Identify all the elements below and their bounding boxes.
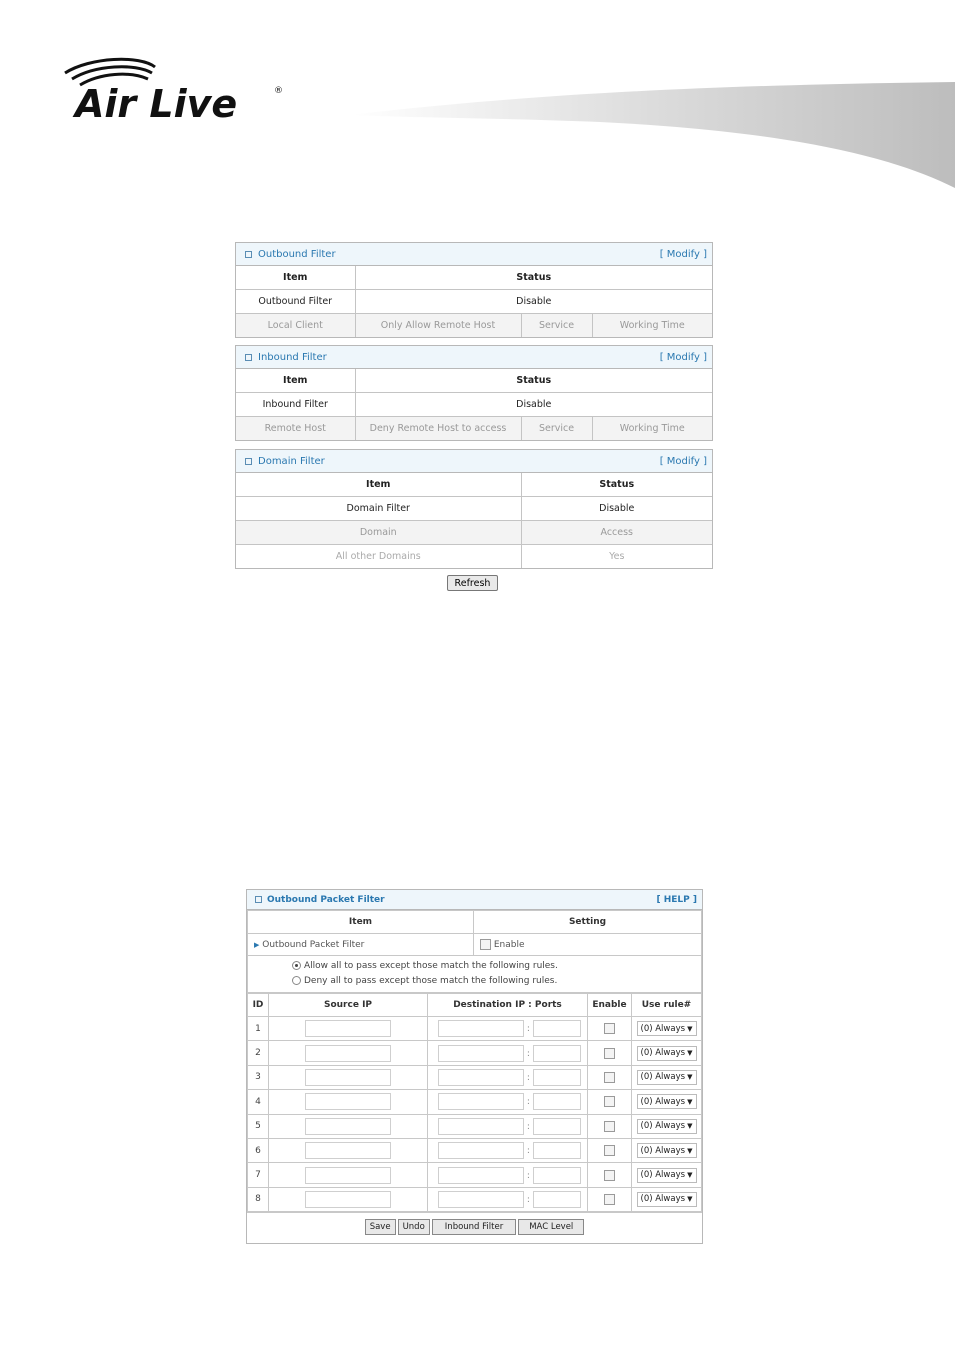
destination-ip-input[interactable] — [438, 1167, 524, 1184]
hdr-item: Item — [236, 266, 355, 290]
domain-filter-header — [236, 450, 712, 473]
col-use-rule: Use rule# — [632, 994, 702, 1017]
use-rule-select[interactable] — [637, 1168, 697, 1183]
rule-row: 1 : (0) Always ▼ — [248, 1017, 702, 1041]
svg-text:Air Live: Air Live — [75, 82, 238, 125]
rule-id: 5 — [248, 1114, 269, 1138]
destination-ip-input[interactable] — [438, 1118, 524, 1135]
use-rule-value: (0) Always — [640, 1194, 686, 1205]
destination-port-input[interactable] — [533, 1118, 581, 1135]
use-rule-select[interactable] — [637, 1046, 697, 1061]
rule-enable-checkbox[interactable] — [604, 1194, 615, 1205]
save-button[interactable]: Save — [365, 1219, 396, 1235]
rule-enable-checkbox[interactable] — [604, 1145, 615, 1156]
use-rule-select[interactable] — [637, 1094, 697, 1109]
inbound-row-item: Inbound Filter — [236, 393, 355, 417]
outbound-filter-header — [236, 243, 712, 266]
source-ip-input[interactable] — [305, 1069, 391, 1086]
rule-id: 8 — [248, 1187, 269, 1211]
col-domain: Domain — [236, 521, 521, 545]
source-ip-input[interactable] — [305, 1045, 391, 1062]
destination-ip-input[interactable] — [438, 1020, 524, 1037]
other-domains-access: Yes — [521, 545, 712, 569]
use-rule-select[interactable] — [637, 1070, 697, 1085]
rule-row: 2 : (0) Always ▼ — [248, 1041, 702, 1065]
rule-allow-option[interactable] — [292, 959, 701, 974]
rule-row: 7 : (0) Always ▼ — [248, 1163, 702, 1187]
rule-enable-checkbox[interactable] — [604, 1072, 615, 1083]
source-ip-input[interactable] — [305, 1093, 391, 1110]
chevron-down-icon: ▼ — [687, 1171, 693, 1180]
use-rule-select[interactable] — [637, 1143, 697, 1158]
opf-button-bar — [247, 1212, 702, 1241]
arrow-right-icon: ▶ — [254, 940, 260, 949]
domain-filter-panel — [235, 449, 713, 569]
col-deny-remote-host: Deny Remote Host to access — [355, 417, 521, 441]
chevron-down-icon: ▼ — [687, 1122, 693, 1131]
opf-hdr-item: Item — [248, 911, 474, 934]
outbound-filter-panel — [235, 242, 713, 338]
airlive-logo — [60, 55, 300, 125]
opf-enable-label: Enable — [493, 940, 525, 950]
col-only-allow-remote-host: Only Allow Remote Host — [355, 314, 521, 338]
outbound-filter-title: Outbound Filter — [258, 248, 336, 260]
rule-allow-text: Allow all to pass except those match the following rules. — [304, 961, 558, 971]
rules-table — [247, 993, 702, 1212]
col-access: Access — [521, 521, 712, 545]
col-remote-host: Remote Host — [236, 417, 355, 441]
domain-modify-link[interactable]: [ Modify ] — [659, 455, 707, 467]
col-service: Service — [521, 417, 592, 441]
hdr-status: Status — [521, 473, 712, 497]
source-ip-input[interactable] — [305, 1020, 391, 1037]
opf-row — [248, 934, 474, 956]
col-enable: Enable — [588, 994, 632, 1017]
destination-port-input[interactable] — [533, 1142, 581, 1159]
source-ip-input[interactable] — [305, 1118, 391, 1135]
use-rule-select[interactable] — [637, 1192, 697, 1207]
section-bullet-icon — [245, 251, 252, 258]
radio-selected-icon[interactable] — [292, 961, 301, 970]
domain-filter-title: Domain Filter — [258, 455, 325, 467]
opf-hdr-setting: Setting — [474, 911, 702, 934]
destination-ip-input[interactable] — [438, 1191, 524, 1208]
destination-ip-input[interactable] — [438, 1142, 524, 1159]
refresh-button[interactable]: Refresh — [447, 575, 498, 591]
rule-deny-option[interactable] — [292, 974, 701, 989]
use-rule-select[interactable] — [637, 1021, 697, 1036]
other-domains-cell: All other Domains — [236, 545, 521, 569]
col-source-ip: Source IP — [269, 994, 428, 1017]
destination-ip-input[interactable] — [438, 1069, 524, 1086]
chevron-down-icon: ▼ — [687, 1195, 693, 1204]
opf-enable-checkbox[interactable] — [480, 939, 491, 950]
inbound-filter-title: Inbound Filter — [258, 351, 327, 363]
destination-port-input[interactable] — [533, 1069, 581, 1086]
col-local-client: Local Client — [236, 314, 355, 338]
col-id: ID — [248, 994, 269, 1017]
section-bullet-icon — [255, 896, 262, 903]
inbound-filter-button[interactable]: Inbound Filter — [432, 1219, 516, 1235]
rule-enable-checkbox[interactable] — [604, 1096, 615, 1107]
rule-id: 1 — [248, 1017, 269, 1041]
hdr-item: Item — [236, 473, 521, 497]
hdr-item: Item — [236, 369, 355, 393]
outbound-modify-link[interactable]: [ Modify ] — [659, 248, 707, 260]
destination-port-input[interactable] — [533, 1191, 581, 1208]
destination-ip-input[interactable] — [438, 1045, 524, 1062]
rule-row: 6 : (0) Always ▼ — [248, 1138, 702, 1162]
inbound-modify-link[interactable]: [ Modify ] — [659, 351, 707, 363]
rule-id: 4 — [248, 1090, 269, 1114]
rule-row: 3 : (0) Always ▼ — [248, 1065, 702, 1089]
outbound-packet-filter-panel — [246, 889, 703, 1244]
hdr-status: Status — [355, 369, 712, 393]
rule-enable-checkbox[interactable] — [604, 1170, 615, 1181]
rule-deny-text: Deny all to pass except those match the following rules. — [304, 976, 558, 986]
destination-port-input[interactable] — [533, 1020, 581, 1037]
use-rule-value: (0) Always — [640, 1072, 686, 1083]
source-ip-input[interactable] — [305, 1191, 391, 1208]
help-link[interactable]: [ HELP ] — [656, 894, 697, 905]
rule-id: 7 — [248, 1163, 269, 1187]
source-ip-input[interactable] — [305, 1142, 391, 1159]
inbound-row-status: Disable — [355, 393, 712, 417]
chevron-down-icon: ▼ — [687, 1024, 693, 1033]
chevron-down-icon: ▼ — [687, 1073, 693, 1082]
opf-row-label: Outbound Packet Filter — [262, 939, 365, 950]
destination-ip-input[interactable] — [438, 1093, 524, 1110]
undo-button[interactable]: Undo — [398, 1219, 430, 1235]
destination-port-input[interactable] — [533, 1093, 581, 1110]
destination-port-input[interactable] — [533, 1167, 581, 1184]
use-rule-value: (0) Always — [640, 1096, 686, 1107]
rule-row: 5 : (0) Always ▼ — [248, 1114, 702, 1138]
rule-id: 6 — [248, 1138, 269, 1162]
use-rule-value: (0) Always — [640, 1170, 686, 1181]
opf-header — [247, 890, 702, 910]
use-rule-value: (0) Always — [640, 1145, 686, 1156]
rule-id: 3 — [248, 1065, 269, 1089]
svg-text:®: ® — [274, 86, 283, 96]
rule-enable-checkbox[interactable] — [604, 1121, 615, 1132]
source-ip-input[interactable] — [305, 1167, 391, 1184]
rule-row: 4 : (0) Always ▼ — [248, 1090, 702, 1114]
radio-unselected-icon[interactable] — [292, 976, 301, 985]
outbound-row-status: Disable — [355, 290, 712, 314]
col-working-time: Working Time — [592, 417, 712, 441]
rule-id: 2 — [248, 1041, 269, 1065]
inbound-filter-header — [236, 346, 712, 369]
inbound-filter-panel — [235, 345, 713, 441]
section-bullet-icon — [245, 458, 252, 465]
chevron-down-icon: ▼ — [687, 1146, 693, 1155]
mac-level-button[interactable]: MAC Level — [518, 1219, 584, 1235]
col-destination: Destination IP : Ports — [428, 994, 588, 1017]
use-rule-value: (0) Always — [640, 1023, 686, 1034]
outbound-row-item: Outbound Filter — [236, 290, 355, 314]
rule-enable-checkbox[interactable] — [604, 1048, 615, 1059]
section-bullet-icon — [245, 354, 252, 361]
domain-row-status: Disable — [521, 497, 712, 521]
chevron-down-icon: ▼ — [687, 1097, 693, 1106]
rule-enable-checkbox[interactable] — [604, 1023, 615, 1034]
chevron-down-icon: ▼ — [687, 1049, 693, 1058]
domain-row-item: Domain Filter — [236, 497, 521, 521]
opf-title: Outbound Packet Filter — [267, 894, 385, 905]
rule-row: 8 : (0) Always ▼ — [248, 1187, 702, 1211]
hdr-status: Status — [355, 266, 712, 290]
col-working-time: Working Time — [592, 314, 712, 338]
col-service: Service — [521, 314, 592, 338]
use-rule-value: (0) Always — [640, 1121, 686, 1132]
destination-port-input[interactable] — [533, 1045, 581, 1062]
use-rule-select[interactable] — [637, 1119, 697, 1134]
use-rule-value: (0) Always — [640, 1048, 686, 1059]
